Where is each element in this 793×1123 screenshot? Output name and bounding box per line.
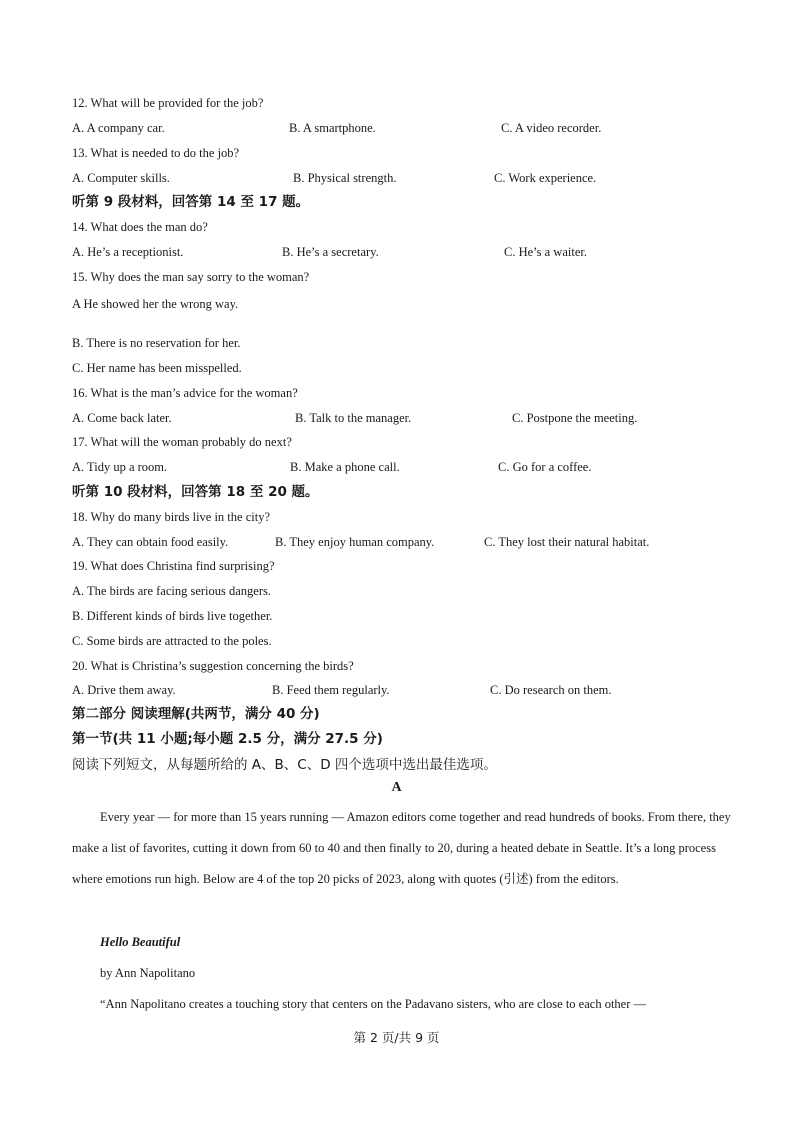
- book-quote: “Ann Napolitano creates a touching story that centers on the Padavano sisters, who are close to each other —: [100, 997, 647, 1011]
- q14-option-a: A. He’s a receptionist.: [72, 245, 184, 259]
- q18-stem: 18. Why do many birds live in the city?: [72, 510, 270, 524]
- q16-option-a: A. Come back later.: [72, 411, 172, 425]
- q13-stem: 13. What is needed to do the job?: [72, 146, 240, 160]
- q15-option-c: C. Her name has been misspelled.: [72, 361, 242, 375]
- q12-stem: 12. What will be provided for the job?: [72, 96, 264, 110]
- part-two-heading: 第二部分 阅读理解(共两节，满分 40 分): [72, 706, 320, 722]
- q19-option-b: B. Different kinds of birds live together.: [72, 609, 273, 623]
- q14-option-b: B. He’s a secretary.: [282, 245, 379, 259]
- q15-stem: 15. Why does the man say sorry to the woman?: [72, 270, 310, 284]
- q14-option-c: C. He’s a waiter.: [504, 245, 587, 259]
- q13-option-a: A. Computer skills.: [72, 171, 170, 185]
- q18-option-b: B. They enjoy human company.: [275, 535, 435, 549]
- reading-instructions: 阅读下列短文，从每题所给的 A、B、C、D 四个选项中选出最佳选项。: [72, 757, 497, 773]
- q12-option-a: A. A company car.: [72, 121, 165, 135]
- section-heading-9: 听第 9 段材料，回答第 14 至 17 题。: [72, 194, 310, 210]
- q13-option-c: C. Work experience.: [494, 171, 597, 185]
- q19-option-c: C. Some birds are attracted to the poles.: [72, 634, 272, 648]
- q17-stem: 17. What will the woman probably do next?: [72, 435, 292, 449]
- passage-title: A: [391, 780, 402, 795]
- q13-option-b: B. Physical strength.: [293, 171, 397, 185]
- q15-option-a: A He showed her the wrong way.: [72, 297, 239, 311]
- q20-option-a: A. Drive them away.: [72, 683, 176, 697]
- page-footer: 第 2 页/共 9 页: [353, 1030, 440, 1045]
- q19-option-a: A. The birds are facing serious dangers.: [72, 584, 272, 598]
- q12-option-c: C. A video recorder.: [501, 121, 602, 135]
- q12-option-b: B. A smartphone.: [289, 121, 376, 135]
- q20-option-c: C. Do research on them.: [490, 683, 612, 697]
- q17-option-c: C. Go for a coffee.: [498, 460, 592, 474]
- section-heading-10: 听第 10 段材料，回答第 18 至 20 题。: [72, 484, 319, 500]
- section-one-heading: 第一节(共 11 小题;每小题 2.5 分，满分 27.5 分): [72, 731, 383, 747]
- q20-stem: 20. What is Christina’s suggestion concerning the birds?: [72, 659, 354, 673]
- q17-option-b: B. Make a phone call.: [290, 460, 400, 474]
- q18-option-a: A. They can obtain food easily.: [72, 535, 229, 549]
- q19-stem: 19. What does Christina find surprising?: [72, 559, 275, 573]
- q20-option-b: B. Feed them regularly.: [272, 683, 390, 697]
- q15-option-b: B. There is no reservation for her.: [72, 336, 241, 350]
- q16-option-c: C. Postpone the meeting.: [512, 411, 638, 425]
- q14-stem: 14. What does the man do?: [72, 220, 208, 234]
- book-title: Hello Beautiful: [100, 935, 181, 949]
- q18-option-c: C. They lost their natural habitat.: [484, 535, 650, 549]
- q17-option-a: A. Tidy up a room.: [72, 460, 168, 474]
- passage-paragraph-1: Every year — for more than 15 years running — Amazon editors come together and read hundreds of books. From there, they make a list of favorites, cutting it down from 60 to 40 and then finally to 20, during a heated debate in Seattle. It’s a long process where emotions run high. Below are 4 of the top 20 picks of 2023, along with quotes (引述) from the editors.: [72, 810, 731, 886]
- q16-option-b: B. Talk to the manager.: [295, 411, 412, 425]
- q16-stem: 16. What is the man’s advice for the woman?: [72, 386, 298, 400]
- book-author: by Ann Napolitano: [100, 966, 196, 980]
